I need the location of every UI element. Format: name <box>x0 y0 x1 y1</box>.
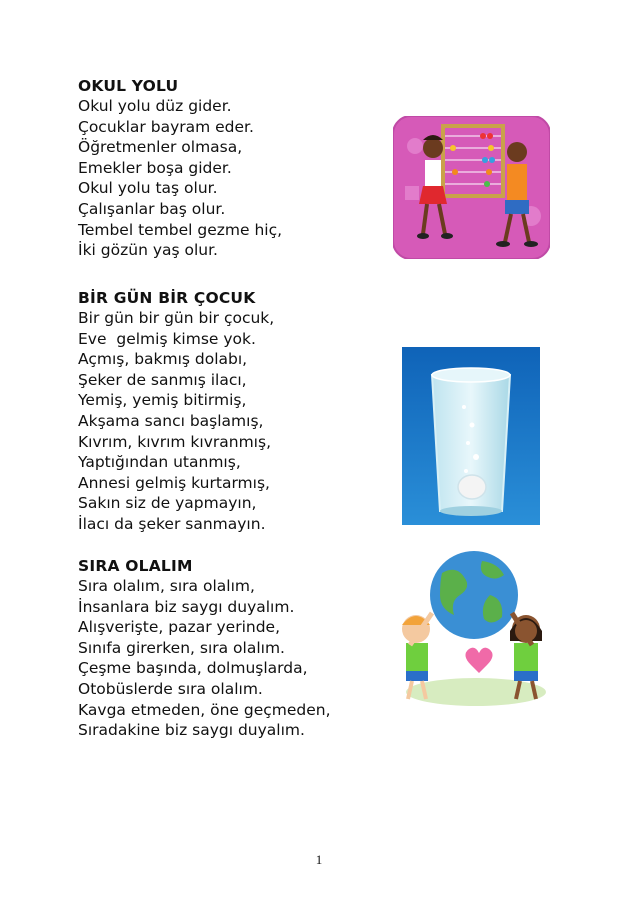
poem-line: Çocuklar bayram eder. <box>78 117 254 136</box>
poem-line: Şeker de sanmış ilacı, <box>78 370 247 389</box>
poem-line: Emekler boşa gider. <box>78 158 232 177</box>
page-number: 1 <box>315 852 323 867</box>
poem-okul-yolu <box>78 76 282 261</box>
poem-line: Okul yolu düz gider. <box>78 97 232 115</box>
poem-sira-olalim <box>78 556 331 741</box>
poem-bir-gun-bir-cocuk <box>78 288 274 535</box>
poem-line: Kavga etmeden, öne geçmeden, <box>78 700 331 719</box>
poem-line: Alışverişte, pazar yerinde, <box>78 618 281 637</box>
poem-line: Eve gelmiş kimse yok. <box>78 329 256 348</box>
poem-title: SIRA OLALIM <box>78 557 193 575</box>
poem-line: Sıradakine biz saygı duyalım. <box>78 721 305 740</box>
poem-title: OKUL YOLU <box>78 77 179 95</box>
poem-line: İki gözün yaş olur. <box>78 241 218 260</box>
poem-line: Tembel tembel gezme hiç, <box>78 220 283 239</box>
poem-line: Sınıfa girerken, sıra olalım. <box>78 638 285 657</box>
poem-line: Yaptığından utanmış, <box>78 453 241 472</box>
poem-line: Öğretmenler olmasa, <box>78 138 243 157</box>
poem-line: Okul yolu taş olur. <box>78 179 218 198</box>
poem-line: Çalışanlar baş olur. <box>78 199 226 218</box>
poem-line: Bir gün bir gün bir çocuk, <box>78 309 275 327</box>
poem-line: Yemiş, yemiş bitirmiş, <box>78 391 247 410</box>
poem-line: Açmış, bakmış dolabı, <box>78 350 248 369</box>
poem-line: İlacı da şeker sanmayın. <box>78 514 266 533</box>
poem-line: Çeşme başında, dolmuşlarda, <box>78 659 308 678</box>
water-glass-tablet-illustration <box>402 347 540 525</box>
poem-line: Otobüslerde sıra olalım. <box>78 679 263 698</box>
poem-line: İnsanlara biz saygı duyalım. <box>78 597 295 616</box>
poem-line: Akşama sancı başlamış, <box>78 411 264 430</box>
children-globe-illustration <box>386 547 556 712</box>
poem-line: Kıvrım, kıvrım kıvranmış, <box>78 432 271 451</box>
poem-title: BİR GÜN BİR ÇOCUK <box>78 289 256 307</box>
poem-line: Annesi gelmiş kurtarmış, <box>78 473 270 492</box>
poem-line: Sıra olalım, sıra olalım, <box>78 577 255 595</box>
children-abacus-illustration <box>393 116 550 259</box>
poem-line: Sakın siz de yapmayın, <box>78 494 257 513</box>
